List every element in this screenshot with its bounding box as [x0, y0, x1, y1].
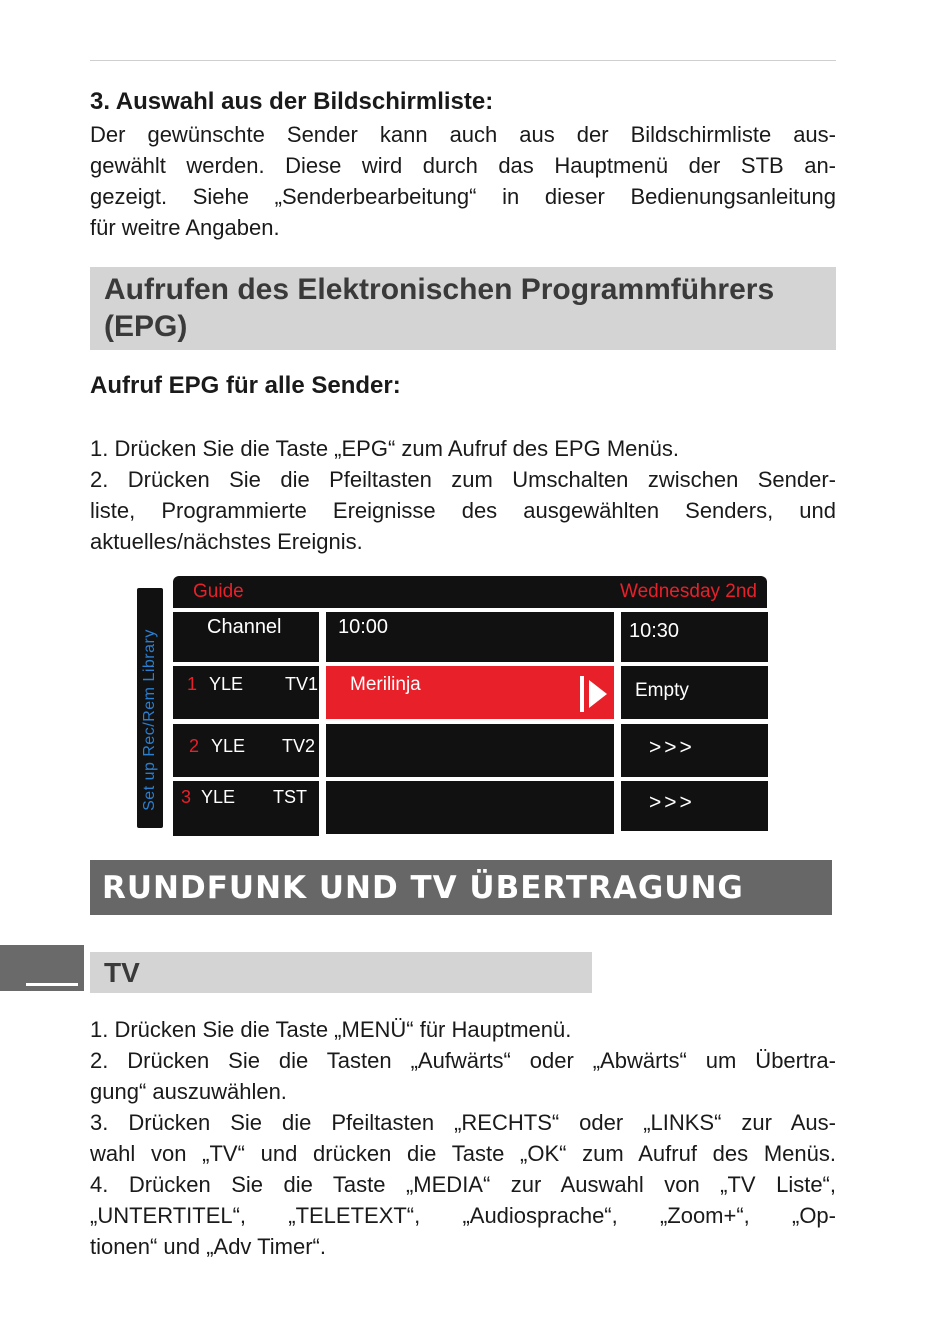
time-header-label: 10:30 [629, 620, 680, 642]
top-rule [90, 60, 836, 61]
channel-tag: TV2 [282, 736, 316, 756]
tv-steps-paragraph [90, 1014, 836, 1262]
time-column-header [326, 612, 614, 662]
channel-name: YLE [211, 736, 246, 756]
channel-number: 2 [189, 736, 200, 756]
event-cell[interactable] [326, 724, 614, 777]
more-indicator: >>> [649, 791, 695, 814]
channel-name: YLE [209, 674, 244, 694]
channel-row[interactable] [173, 724, 319, 777]
more-events-cell[interactable] [621, 781, 768, 831]
channel-header-label: Channel [207, 616, 282, 638]
text-line: 1. Drücken Sie die Taste „EPG“ zum Aufruf des EPG Menüs. [90, 436, 679, 461]
broadcast-section-banner: RUNDFUNK UND TV ÜBERTRAGUNG [90, 860, 832, 915]
channel-name: YLE [201, 787, 236, 807]
text-line: tionen“ und „Adv Timer“. [90, 1234, 326, 1259]
more-events-cell[interactable] [621, 724, 768, 777]
channel-number: 1 [187, 674, 198, 694]
channel-row[interactable] [173, 781, 319, 836]
event-cell[interactable] [326, 781, 614, 834]
epg-banner-line: (EPG) [104, 310, 188, 343]
event-title: Empty [635, 680, 689, 701]
text-line: gewählt werden. Diese wird durch das Hauptmenü der STB an- [90, 153, 836, 178]
text-line: für weitre Angaben. [90, 215, 280, 240]
text-line: gung“ auszuwählen. [90, 1079, 287, 1104]
text-line: 2. Drücken Sie die Pfeiltasten zum Umschalten zwischen Sender- [90, 467, 836, 492]
guide-title-bar [173, 576, 767, 608]
more-indicator: >>> [649, 736, 695, 759]
time-header-label: 10:00 [338, 616, 389, 638]
channel-row[interactable] [173, 666, 319, 719]
event-title: Merilinja [350, 674, 421, 695]
epg-guide-screenshot [137, 576, 771, 838]
epg-banner-line: Aufrufen des Elektronischen Programmführers [104, 273, 775, 306]
tv-section-banner: TV [90, 952, 592, 993]
channel-column-header [173, 612, 319, 662]
guide-date: Wednesday 2nd [620, 581, 757, 602]
text-line: liste, Programmierte Ereignisse des ausgewählten Senders, und [90, 498, 836, 523]
channel-tag: TST [273, 787, 307, 807]
channel-tag: TV1 [285, 674, 319, 694]
edge-tab-line [26, 983, 78, 986]
epg-steps-paragraph [90, 433, 836, 557]
epg-all-channels-heading: Aufruf EPG für alle Sender: [90, 372, 401, 399]
text-line: „UNTERTITEL“, „TELETEXT“, „Audiosprache“, „Zoom+“, „Op- [90, 1203, 836, 1228]
text-line: 2. Drücken Sie die Tasten „Aufwärts“ oder „Abwärts“ um Übertra- [90, 1048, 836, 1073]
time-column-header [621, 612, 768, 662]
text-line: Der gewünschte Sender kann auch aus der Bildschirmliste aus- [90, 122, 836, 147]
text-line: wahl von „TV“ und drücken die Taste „OK“ zum Aufruf des Menüs. [90, 1141, 836, 1166]
text-line: aktuelles/nächstes Ereignis. [90, 529, 363, 554]
text-line: 4. Drücken Sie die Taste „MEDIA“ zur Auswahl von „TV Liste“, [90, 1172, 836, 1197]
current-event-cell[interactable] [326, 666, 614, 719]
section-3-heading: 3. Auswahl aus der Bildschirmliste: [90, 88, 494, 115]
text-line: 1. Drücken Sie die Taste „MENÜ“ für Hauptmenü. [90, 1017, 572, 1042]
channel-number: 3 [181, 787, 192, 807]
section-3-paragraph [90, 119, 836, 243]
guide-side-menu [137, 588, 163, 828]
next-event-cell[interactable] [621, 666, 768, 719]
guide-side-menu-label: Set up Rec/Rem Library [141, 629, 158, 811]
text-line: gezeigt. Siehe „Senderbearbeitung“ in dieser Bedienungsanleitung [90, 184, 836, 209]
text-line: 3. Drücken Sie die Pfeiltasten „RECHTS“ oder „LINKS“ zur Aus- [90, 1110, 836, 1135]
epg-section-banner [90, 267, 836, 350]
guide-title: Guide [193, 581, 244, 602]
page-edge-tab [0, 945, 84, 991]
play-arrow-icon [580, 676, 608, 712]
